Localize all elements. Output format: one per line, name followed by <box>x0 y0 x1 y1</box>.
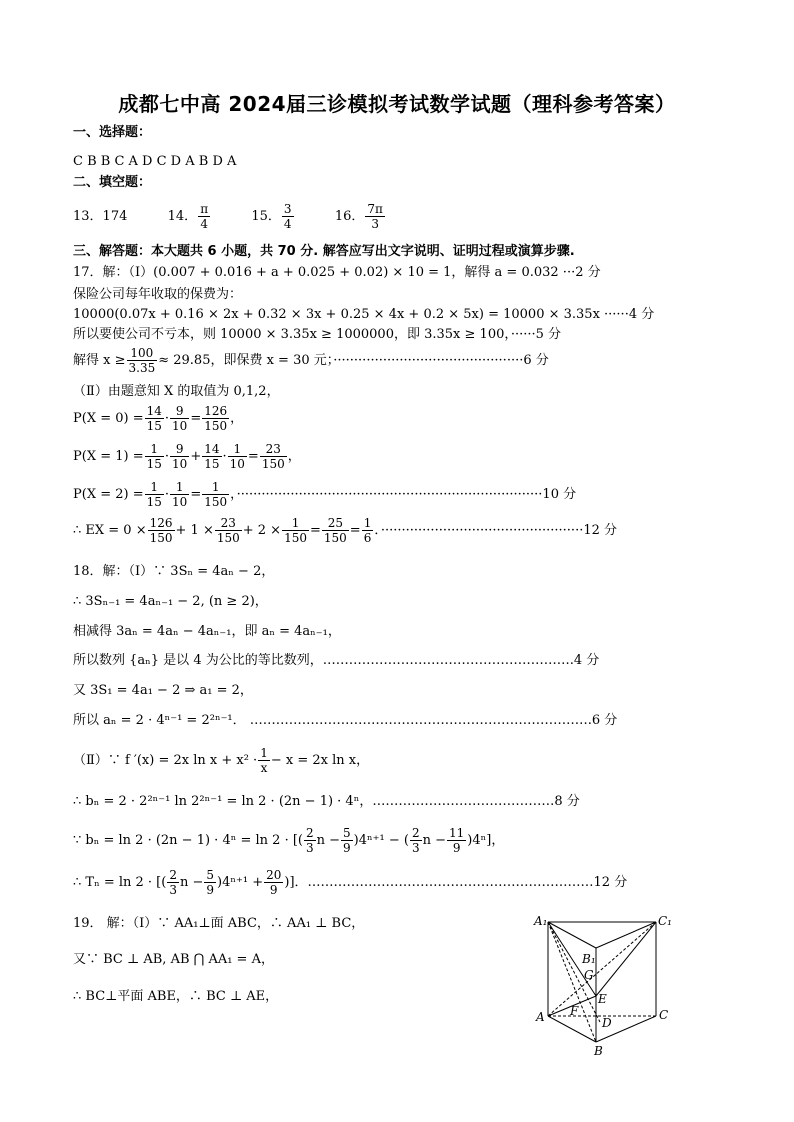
q15-fraction: $\frac{3}{4}$ <box>283 202 292 231</box>
section-fill-heading: 二、填空题： <box>73 175 152 190</box>
q17-line6: （Ⅱ）由题意知 X 的取值为 0,1,2， <box>73 384 280 399</box>
q18-line8: ∴ bₙ = 2 · 2²ⁿ⁻¹ ln 2²ⁿ⁻¹ = ln 2 · (2n − 1) · 4ⁿ，……………………………………8 分 <box>73 794 580 809</box>
q18-line5: 又 3S₁ = 4a₁ − 2 ⇒ a₁ = 2， <box>73 683 253 698</box>
q13-answer: 13．174 <box>73 209 128 224</box>
label-f: F <box>570 1004 579 1018</box>
choice-answers: C B B C A D C D A B D A <box>73 154 237 169</box>
q16-fraction: $\frac{7\pi}{3}$ <box>367 202 383 231</box>
q17-line3: 10000(0.07x + 0.16 × 2x + 0.32 × 3x + 0.25 × 4x + 0.2 × 5x) = 10000 × 3.35x ······4 分 <box>73 307 655 322</box>
q18-line2: ∴ 3Sₙ₋₁ = 4aₙ₋₁ − 2, (n ≥ 2)， <box>73 594 268 609</box>
label-c1: C₁ <box>658 914 672 928</box>
line-a1b <box>548 922 596 1042</box>
section-solution-heading: 三、解答题：本大题共 6 小题，共 70 分. 解答应写出文字说明、证明过程或演算步骤. <box>73 244 575 259</box>
q17-expectation: ∴ EX = 0 × $\frac{126}{150}$ + 1 × $\frac{23}{150}$ + 2 × $\frac{1}{150}$ = $\frac{25}{150}$ = $\frac{1}{6}$ ．·················································12 分 <box>73 516 618 545</box>
q17-prob-1: P(X = 1) = $\frac{1}{15}$ · $\frac{9}{10}$ + $\frac{14}{15}$ · $\frac{1}{10}$ = $\frac{23}{150}$ ， <box>73 442 301 471</box>
q18-line7: （Ⅱ）∵ f ′(x) = 2x ln x + x² · $\frac{1}{x}$ − x = 2x ln x， <box>73 746 370 775</box>
line-ec1 <box>596 922 656 996</box>
q15-label: 15． <box>251 209 281 224</box>
edge-a1b1 <box>548 922 596 948</box>
q18-line4: 所以数列 {aₙ} 是以 4 为公比的等比数列，………………………………………………….4 分 <box>73 653 600 668</box>
q16-label: 16． <box>334 209 365 224</box>
q19-line1: 19． 解：（Ⅰ）∵ AA₁⊥面 ABC，∴ AA₁ ⊥ BC， <box>73 916 365 931</box>
prism-figure-svg <box>530 912 680 1062</box>
q18-line10: ∴ Tₙ = ln 2 · [( $\frac{2}{3}$ n − $\frac{5}{9}$ )4ⁿ⁺¹ + $\frac{20}{9}$ )]．…………………………………………………………12 分 <box>73 868 628 897</box>
q17-line2: 保险公司每年收取的保费为： <box>73 287 243 302</box>
label-a: A <box>536 1010 545 1024</box>
edge-b1c1 <box>596 922 656 948</box>
label-d: D <box>602 1016 612 1030</box>
q18-line3: 相减得 3aₙ = 4aₙ − 4aₙ₋₁，即 aₙ = 4aₙ₋₁， <box>73 624 341 639</box>
q19-line2: 又∵ BC ⊥ AB, AB ⋂ AA₁ = A， <box>73 952 274 967</box>
label-e: E <box>598 992 607 1006</box>
q18-line9: ∵ bₙ = ln 2 · (2n − 1) · 4ⁿ = ln 2 · [( $\frac{2}{3}$ n − $\frac{5}{9}$ )4ⁿ⁺¹ − ( $\frac{2}{3}$ n − $\frac{11}{9}$ )4ⁿ]， <box>73 826 505 855</box>
label-b: B <box>594 1044 603 1058</box>
section-choice-heading: 一、选择题： <box>73 125 152 140</box>
label-g: G <box>584 968 594 982</box>
page-title: 成都七中高 2024届三诊模拟考试数学试题（理科参考答案） <box>118 92 676 116</box>
q17-prob-2: P(X = 2) = $\frac{1}{15}$ · $\frac{1}{10}$ = $\frac{1}{150}$ ，··········································································10 分 <box>73 480 577 509</box>
q18-line1: 18．解：（Ⅰ）∵ 3Sₙ = 4aₙ − 2， <box>73 564 275 579</box>
q17-line1: 17．解：（Ⅰ）(0.007 + 0.016 + a + 0.025 + 0.02) × 10 = 1，解得 a = 0.032 ···2 分 <box>73 265 601 280</box>
q14-label: 14． <box>167 209 198 224</box>
q17-line5: 解得 x ≥ $\frac{100}{3.35}$ ≈ 29.85，即保费 x = 30 元；··············································6 分 <box>73 346 549 375</box>
q17-prob-0: P(X = 0) = $\frac{14}{15}$ · $\frac{9}{10}$ = $\frac{126}{150}$ ， <box>73 404 244 433</box>
label-c: C <box>659 1008 669 1022</box>
q17-line4: 所以要使公司不亏本，则 10000 × 3.35x ≥ 1000000，即 3.35x ≥ 100，······5 分 <box>73 327 562 342</box>
q19-line3: ∴ BC⊥平面 ABE，∴ BC ⊥ AE， <box>73 989 279 1004</box>
label-a1: A₁ <box>534 914 548 928</box>
prism-figure <box>530 912 680 1066</box>
q14-fraction: $\frac{\pi}{4}$ <box>200 202 209 231</box>
edge-ab <box>548 1016 596 1042</box>
fill-answers <box>73 202 386 231</box>
label-b1: B₁ <box>582 952 596 966</box>
q18-line6: 所以 aₙ = 2 · 4ⁿ⁻¹ = 2²ⁿ⁻¹． …………………………………………………………………….6 分 <box>73 713 618 728</box>
